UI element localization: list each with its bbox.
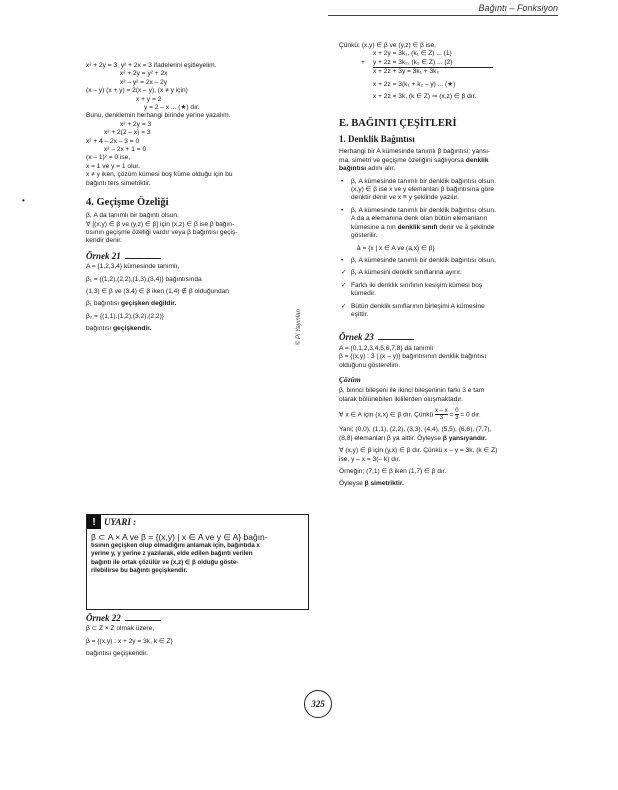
warning-lead: β ⊂ A × A ve β = {(x,y) | x ∈ A ve y ∈ A} bağın-	[91, 532, 268, 542]
text-line: ∀ x ∈ A için (x,x) ∈ β dır. Çünkü $\frac{x - x}{3}$ = $\frac{0}{3}$ = 0 dır.	[339, 408, 481, 422]
list-item: ✓ β, A kümesini denklik sınıflarına ayırır.	[341, 269, 462, 277]
bullet-icon: •	[341, 177, 344, 185]
text-line: Öyleyse β simetriktir.	[339, 480, 404, 488]
page-number: 325	[304, 690, 332, 718]
text-line: β, A da tanımlı bir bağıntı olsun.	[86, 212, 179, 220]
publisher-side-note: © Pi Yayınları	[296, 308, 303, 346]
equation: x² – 2x + 1 = 0	[104, 146, 147, 154]
equation: x² + 2y = 3	[120, 120, 152, 128]
equation: x² – y² = 2x – 2y	[120, 78, 168, 86]
warning-line: yerine y, y yerine z yazılarak, elde edilen bağıntı verilen	[91, 550, 253, 558]
text-line: β = {(x,y) : x + 2y = 3k, k ∈ Z}	[86, 637, 173, 645]
check-icon: ✓	[341, 302, 347, 310]
text-line: A = {1,2,3,4} kümesinde tanımlı,	[86, 263, 180, 271]
list-item: ✓ Bütün denklik sınıflarının birleşimi A kümesine eşittir.	[341, 302, 485, 318]
warning-label: UYARI :	[104, 517, 137, 527]
equation: x² + 4 – 2x – 3 = 0	[86, 137, 140, 145]
warning-icon: !	[87, 515, 101, 529]
example-label: Örnek 22	[86, 613, 121, 623]
text-line: β₁ bağıntısı geçişken değildir.	[86, 300, 177, 308]
check-icon: ✓	[341, 269, 347, 277]
example-21-heading	[86, 252, 308, 260]
text-line: olarak bölünebilen ikililerden oluşmaktadır.	[339, 395, 463, 403]
text-line: bağıntısı geçişkendir.	[86, 325, 152, 333]
fraction: $\frac{x - x}{3}$	[435, 408, 448, 422]
formula: ā = {x | x ∈ A ve (a,x) ∈ β}	[357, 244, 435, 252]
text-line: olduğunu gösterelim.	[339, 361, 401, 369]
text-line: β, birinci bileşeni ile ikinci bileşeninin farkı 3 e tam	[339, 387, 485, 395]
margin-mark: •	[22, 196, 25, 205]
subsection-heading-denklik: 1. Denklik Bağıntısı	[339, 134, 415, 145]
text-line: (1,3) ∈ β ve (3,4) ∈ β iken (1,4) ∉ β olduğundan	[86, 287, 229, 295]
equation: x + 2z = 3(k₁ + k₂ – y) ... (★)	[373, 80, 456, 88]
text-line: ∀ [(x,y) ∈ β ve (y,z) ∈ β] için (x,z) ∈ β ise β bağın-	[86, 220, 235, 228]
header-rule	[328, 15, 558, 16]
text-line: Yani; (0,0), (1,1), (2,2), (3,3), (4,4), (5,5), (6,6), (7,7),	[339, 426, 492, 434]
text-line: tısının geçişme özeliği vardır veya β bağıntısı geçiş-	[86, 228, 238, 236]
equation: x² + 2y = y² + 2x	[120, 70, 168, 78]
warning-box	[86, 514, 309, 610]
check-icon: ✓	[341, 281, 347, 289]
text-line: x² + 2y = 3, y² + 2x = 3 ifadelerini eşitleyelim.	[86, 62, 217, 69]
equation: x + 2y = 3k₁, (k₁ ∈ Z) ... (1)	[373, 50, 452, 58]
right-column	[339, 42, 561, 489]
example-22	[86, 614, 308, 659]
solution-heading: Çözüm	[339, 374, 361, 384]
warning-line: tısının geçişken olup olmadığını anlamak için, bağıntıda x	[91, 541, 260, 549]
text-line: A = {0,1,2,3,4,5,6,7,8} da tanımlı	[339, 344, 434, 352]
list-item: ✓ Farklı iki denklik sınıfının kesişim kümesi boş kümedir.	[341, 281, 483, 298]
text-line: β ⊂ Z × Z olmak üzere,	[86, 625, 155, 633]
text-line: Herhangi bir A kümesinde tanımlı β bağıntısı; yansı-	[339, 148, 491, 156]
text-line: kendir denir.	[86, 237, 122, 245]
section-heading-bagintı-cesitleri: E. BAĞINTI ÇEŞİTLERİ	[339, 118, 457, 130]
text-line: Örneğin; (7,1) ∈ β iken (1,7) ∈ β dır.	[339, 468, 447, 476]
left-column	[86, 62, 308, 334]
section-heading-gecisme: 4. Geçişme Özeliği	[86, 197, 169, 209]
equation: + y + 2z = 3k₂, (k₂ ∈ Z) ... (2)	[361, 58, 453, 66]
equation: x² + 2(2 – x) = 3	[104, 129, 151, 137]
running-header: Bağıntı – Fonksiyon	[478, 3, 558, 13]
text-line: ise, y – x = 3(– k) dır.	[339, 455, 401, 463]
text-line: bağıntısı adını alır.	[339, 165, 396, 173]
text-line: ma, simetri ve geçişme özeliğini sağlıyorsa denklik	[339, 156, 489, 164]
equation: x + y = 2	[136, 95, 162, 103]
text-line: β₁ = {(1,2),(2,2),(1,3),(3,4)} bağıntısında	[86, 275, 202, 283]
text-line: Bunu, denklemin herhangi birinde yerine yazalım.	[86, 112, 231, 120]
example-22-heading	[86, 614, 308, 622]
fraction: $\frac{0}{3}$	[455, 408, 459, 422]
warning-body	[91, 533, 304, 576]
text-line: ∀ (x,y) ∈ β için (y,x) ∈ β dır. Çünkü x – y = 3k, (k ∈ Z)	[339, 447, 498, 455]
equation: x + 2z = 3k, (k ∈ Z) ⇒ (x,z) ∈ β dır.	[373, 93, 477, 101]
warning-line: rilebilirse bu bağıntı geçişkendir.	[91, 567, 188, 575]
example-label: Örnek 21	[86, 250, 121, 261]
text-line: (8,8) elemanları β ya aittir. Öyleyse β yansıyandır.	[339, 434, 487, 442]
bullet-icon: •	[341, 256, 344, 264]
equation: (x – y) (x + y) = 2(x – y), (x ≠ y için)	[86, 87, 188, 95]
text-line: bağıntısı geçişkendir.	[86, 650, 148, 658]
text-line: β = {(x,y) : 3 | (x – y)} bağıntısının denklik bağıntısı	[339, 353, 487, 361]
text-line: β₂ = {(1,1),(1,2),(3,2),(2,2)}	[86, 312, 164, 320]
example-label: Örnek 23	[339, 332, 374, 343]
warning-line: bağıntı ile ortak çözülür ve (x,z) ∈ β olduğu göste-	[91, 558, 239, 566]
text-line: Çünkü; (x,y) ∈ β ve (y,z) ∈ β ise,	[339, 42, 436, 49]
bullet-icon: •	[341, 206, 344, 214]
warning-title	[87, 515, 136, 529]
text-line: x ≠ y iken, çözüm kümesi boş küme olduğu için bu	[86, 171, 233, 179]
list-item: • β, A kümesinde tanımlı bir denklik bağıntısı olsun. A da a elemanına denk olan bütün elemanların kümesine a nın denklik sınıfı denir ve ā şeklinde gösterilir.	[341, 206, 496, 240]
equation: x = 1 ve y = 1 olur.	[86, 162, 140, 170]
list-item: • β, A kümesinde tanımlı bir denklik bağıntısı olsun,	[341, 256, 496, 264]
equation: x + 2z + 3y = 3k₁ + 3k₂	[373, 68, 439, 76]
equation: (x – 1)² = 0 ise,	[86, 154, 131, 162]
example-23-heading	[339, 333, 561, 341]
list-item: • β, A kümesinde tanımlı bir denklik bağıntısı olsun. (x,y) ∈ β ise x ve y elemanları β bağıntısına göre denktir denir ve x ≡ y şeklinde yazılır.	[341, 177, 496, 202]
equation: y = 2 – x ... (★) dır.	[144, 104, 200, 112]
text-line: bağıntı ters simetriktir.	[86, 179, 151, 187]
